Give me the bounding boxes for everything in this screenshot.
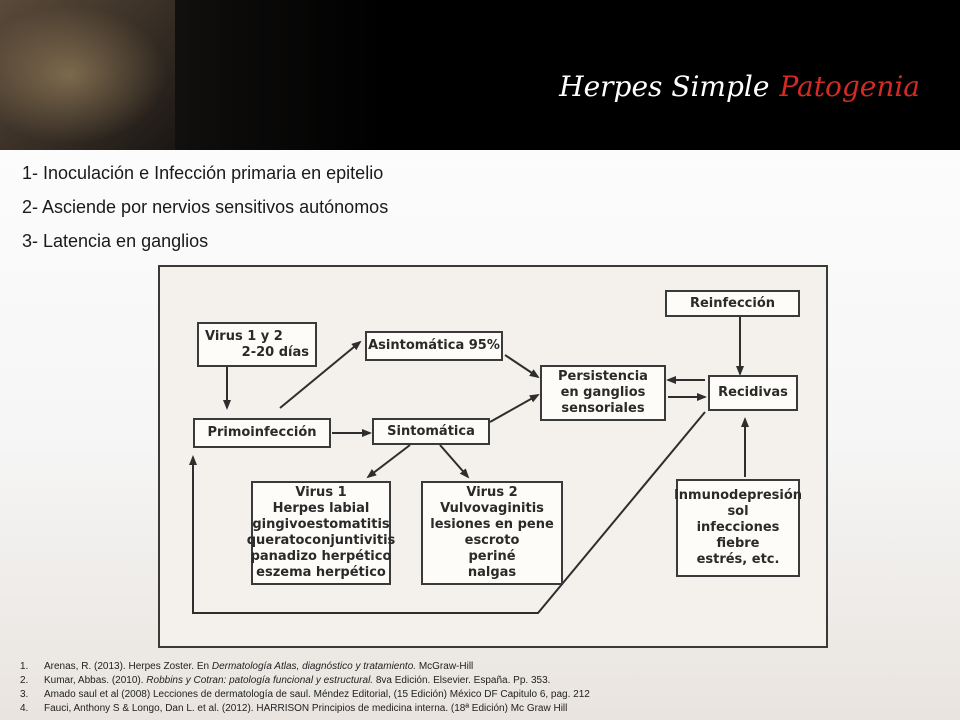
arrow-asinto-to-persist (505, 355, 538, 377)
arrow-sinto-to-virus2 (440, 445, 468, 477)
node-primoinfeccion: Primoinfección (193, 418, 331, 448)
reference-list (20, 660, 940, 716)
arrow-sinto-to-virus1 (368, 445, 410, 477)
reference-item: 1. Arenas, R. (2013). Herpes Zoster. En Dermatología Atlas, diagnóstico y tratamiento. McGraw-Hill (20, 661, 474, 672)
pathogenesis-diagram (158, 265, 828, 648)
reference-item: 3. Amado saul et al (2008) Lecciones de dermatología de saul. Méndez Editorial, (15 Edición) México DF Capitulo 6, pag. 212 (20, 689, 590, 700)
title-main: Herpes Simple (559, 70, 770, 103)
bullet-item: 3- Latencia en ganglios (22, 231, 209, 251)
node-sintomatica: Sintomática (372, 418, 490, 445)
header-photo (0, 0, 175, 150)
reference-item: 4. Fauci, Anthony S & Longo, Dan L. et al. (2012). HARRISON Principios de medicina interna. (18ª Edición) Mc Graw Hill (20, 703, 568, 714)
arrow-sinto-to-persist (490, 395, 538, 422)
bullet-list (22, 158, 388, 260)
node-virus-2: Virus 2 Vulvovaginitis lesiones en pene escroto periné nalgas (421, 481, 563, 585)
node-virus-1-y-2: Virus 1 y 2 2-20 días (197, 322, 317, 367)
bullet-item: 2- Asciende por nervios sensitivos autónomos (22, 197, 389, 217)
node-persistencia: Persistencia en ganglios sensoriales (540, 365, 666, 421)
title-accent: Patogenia (779, 70, 920, 103)
node-virus-1: Virus 1 Herpes labial gingivoestomatitis queratoconjuntivitis panadizo herpético eszema herpético (251, 481, 391, 585)
node-asintomatica: Asintomática 95% (365, 331, 503, 361)
slide-title (559, 70, 920, 103)
reference-item: 2. Kumar, Abbas. (2010). Robbins y Cotran: patología funcional y estructural. 8va Edición. Elsevier. España. Pp. 353. (20, 675, 551, 686)
node-inmunodepresion: Inmunodepresión sol infecciones fiebre estrés, etc. (676, 479, 800, 577)
header-banner (0, 0, 960, 150)
node-recidivas: Recidivas (708, 375, 798, 411)
bullet-item: 1- Inoculación e Infección primaria en epitelio (22, 163, 384, 183)
node-reinfeccion: Reinfección (665, 290, 800, 317)
